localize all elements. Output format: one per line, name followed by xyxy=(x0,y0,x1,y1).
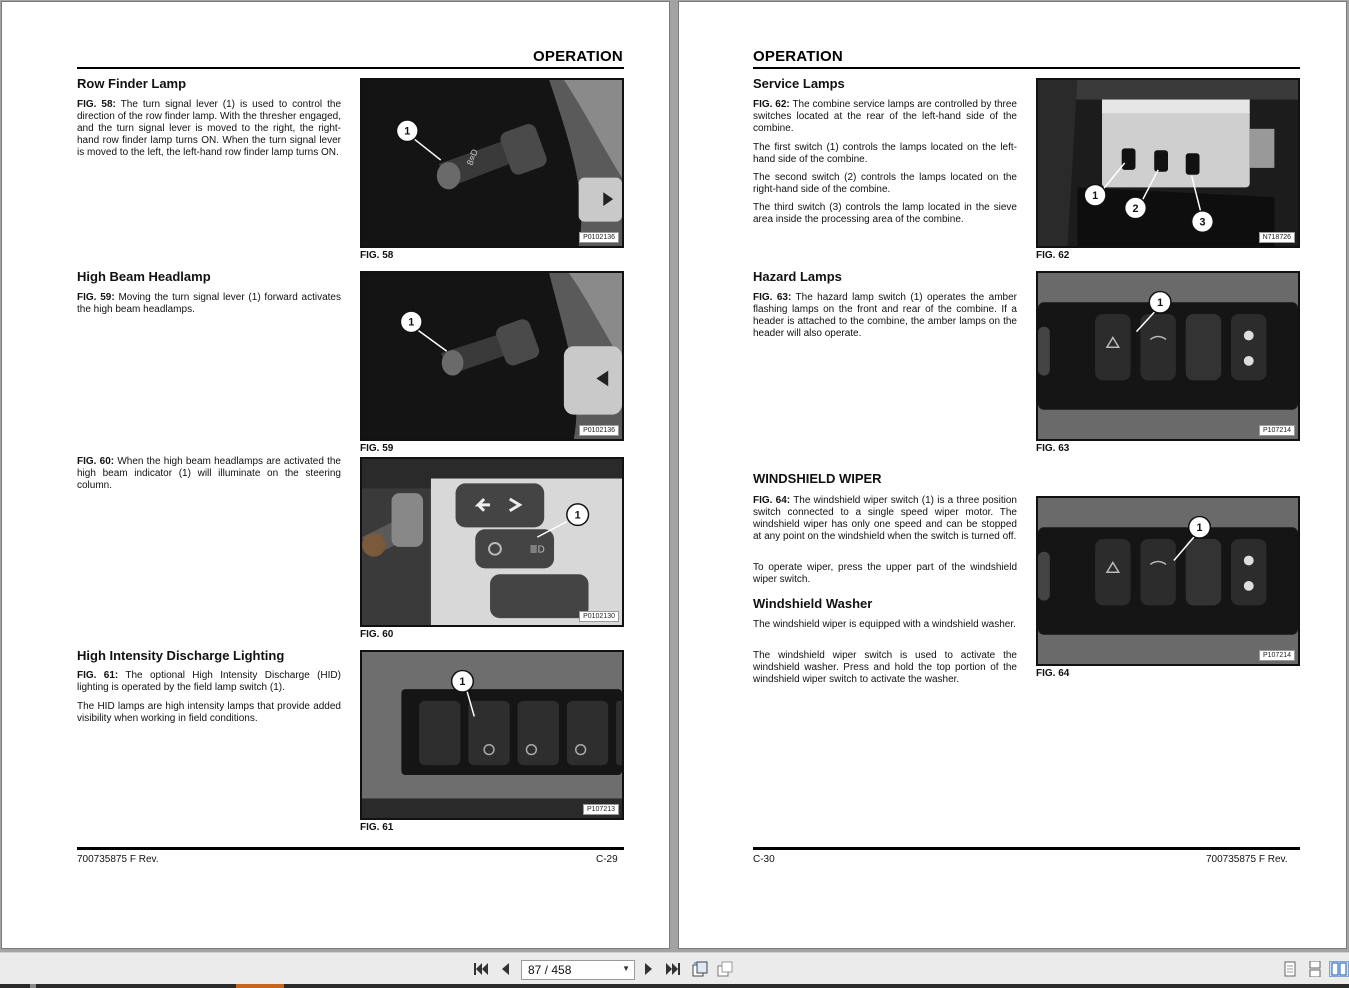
status-indicator xyxy=(30,984,36,988)
two-page-view-icon[interactable] xyxy=(1329,961,1349,977)
svg-text:1: 1 xyxy=(404,125,411,138)
status-accent xyxy=(236,984,284,988)
paragraph-wiper-2: To operate wiper, press the upper part of the windshield wiper switch. xyxy=(753,562,1017,585)
figure-caption-59: FIG. 59 xyxy=(360,443,394,454)
figure-64-image xyxy=(1036,496,1300,666)
single-page-view-icon[interactable] xyxy=(1281,961,1299,977)
figure-59-image xyxy=(360,271,624,441)
svg-text:1: 1 xyxy=(574,509,581,522)
figure-code: P107214 xyxy=(1259,650,1295,661)
paragraph-service-lamps-2: The first switch (1) controls the lamps located on the left-hand side of the combine. xyxy=(753,142,1017,165)
paragraph-high-beam-indicator: FIG. 60: When the high beam headlamps are activated the high beam indicator (1) will illuminate on the steering column. xyxy=(77,456,341,491)
svg-text:≣D: ≣D xyxy=(529,544,545,556)
footer-page-number: C-30 xyxy=(753,854,775,865)
paragraph-service-lamps-3: The second switch (2) controls the lamps located on the right-hand side of the combine. xyxy=(753,172,1017,195)
page-c30 xyxy=(678,1,1347,949)
paragraph-service-lamps-1: FIG. 62: The combine service lamps are controlled by three switches located at the rear of the left-hand side of the combine. xyxy=(753,99,1017,134)
paragraph-hazard-lamps: FIG. 63: The hazard lamp switch (1) operates the amber flashing lamps on the front and rear of the combine. If a header is attached to the combine, the amber lamps on the header will also operate. xyxy=(753,292,1017,339)
footer-rule xyxy=(77,847,624,850)
paragraph-hid-1: FIG. 61: The optional High Intensity Discharge (HID) lighting is operated by the field lamp switch (1). xyxy=(77,670,341,693)
figure-code: P107213 xyxy=(583,804,619,815)
svg-text:3: 3 xyxy=(1199,216,1206,229)
figure-code: P0102130 xyxy=(579,611,619,622)
paragraph-hid-2: The HID lamps are high intensity lamps that provide added visibility when working in field conditions. xyxy=(77,701,341,724)
page-header-title: OPERATION xyxy=(533,48,623,65)
figure-63-image xyxy=(1036,271,1300,441)
paragraph-wiper-1: FIG. 64: The windshield wiper switch (1) is a three position switch connected to a single speed wiper motor. The windshield wiper has only one speed and can be stopped at any point on the windshield when the switch is turned off. xyxy=(753,495,1017,542)
figure-caption-61: FIG. 61 xyxy=(360,822,394,833)
paragraph-row-finder: FIG. 58: The turn signal lever (1) is used to control the direction of the row finder lamp. With the thresher engaged, and the turn signal lever is moved to the right, the right-hand row finder lamp turns ON. When the turn signal lever is moved to the left, the left-hand row finder lamp turns ON. xyxy=(77,99,342,158)
svg-text:1: 1 xyxy=(1157,297,1164,310)
status-bar xyxy=(0,984,1349,988)
paragraph-washer-1: The windshield wiper is equipped with a windshield washer. xyxy=(753,619,1016,630)
page-c29 xyxy=(1,1,670,949)
figure-62-image xyxy=(1036,78,1300,248)
continuous-view-icon[interactable] xyxy=(1306,961,1324,977)
header-rule xyxy=(77,67,624,69)
section-title-service-lamps: Service Lamps xyxy=(753,76,845,91)
figure-caption-62: FIG. 62 xyxy=(1036,250,1070,261)
figure-61-image xyxy=(360,650,624,820)
paragraph-service-lamps-4: The third switch (3) controls the lamp located in the sieve area inside the processing area of the combine. xyxy=(753,202,1017,225)
section-title-windshield-wiper: WINDSHIELD WIPER xyxy=(753,471,882,486)
figure-caption-64: FIG. 64 xyxy=(1036,668,1070,679)
svg-text:2: 2 xyxy=(1132,202,1139,215)
svg-text:1: 1 xyxy=(408,316,415,329)
figure-code: P0102136 xyxy=(579,232,619,243)
section-title-hid: High Intensity Discharge Lighting xyxy=(77,648,285,663)
paragraph-high-beam: FIG. 59: Moving the turn signal lever (1) forward activates the high beam headlamps. xyxy=(77,292,341,315)
section-title-row-finder: Row Finder Lamp xyxy=(77,76,187,91)
next-page-icon[interactable] xyxy=(640,961,658,977)
page-number-input[interactable]: 87 / 458 ▼ xyxy=(521,960,635,980)
svg-text:8≡D: 8≡D xyxy=(464,147,480,167)
svg-text:1: 1 xyxy=(1196,522,1203,535)
chevron-down-icon[interactable]: ▼ xyxy=(622,964,630,973)
figure-caption-58: FIG. 58 xyxy=(360,250,394,261)
header-rule xyxy=(753,67,1300,69)
figure-60-image xyxy=(360,457,624,627)
section-title-windshield-washer: Windshield Washer xyxy=(753,596,873,611)
paragraph-washer-2: The windshield wiper switch is used to activate the windshield washer. Press and hold the top portion of the windshield wiper switch to activate the washer. xyxy=(753,650,1017,685)
figure-code: P0102136 xyxy=(579,425,619,436)
figure-caption-60: FIG. 60 xyxy=(360,629,394,640)
footer-rule xyxy=(753,847,1300,850)
figure-caption-63: FIG. 63 xyxy=(1036,443,1070,454)
footer-doc-number: 700735875 F Rev. xyxy=(77,854,159,865)
viewer-toolbar xyxy=(0,952,1349,984)
figure-code: N718726 xyxy=(1259,232,1295,243)
section-title-hazard-lamps: Hazard Lamps xyxy=(753,269,842,284)
copy-icon[interactable] xyxy=(716,961,734,977)
svg-text:1: 1 xyxy=(1092,190,1099,203)
rotate-icon[interactable] xyxy=(691,961,709,977)
figure-58-image xyxy=(360,78,624,248)
section-title-high-beam: High Beam Headlamp xyxy=(77,269,211,284)
page-header-title: OPERATION xyxy=(753,48,843,65)
svg-text:1: 1 xyxy=(459,676,466,689)
first-page-icon[interactable] xyxy=(472,961,490,977)
footer-doc-number: 700735875 F Rev. xyxy=(1206,854,1288,865)
previous-page-icon[interactable] xyxy=(496,961,514,977)
figure-code: P107214 xyxy=(1259,425,1295,436)
footer-page-number: C-29 xyxy=(596,854,618,865)
last-page-icon[interactable] xyxy=(664,961,682,977)
